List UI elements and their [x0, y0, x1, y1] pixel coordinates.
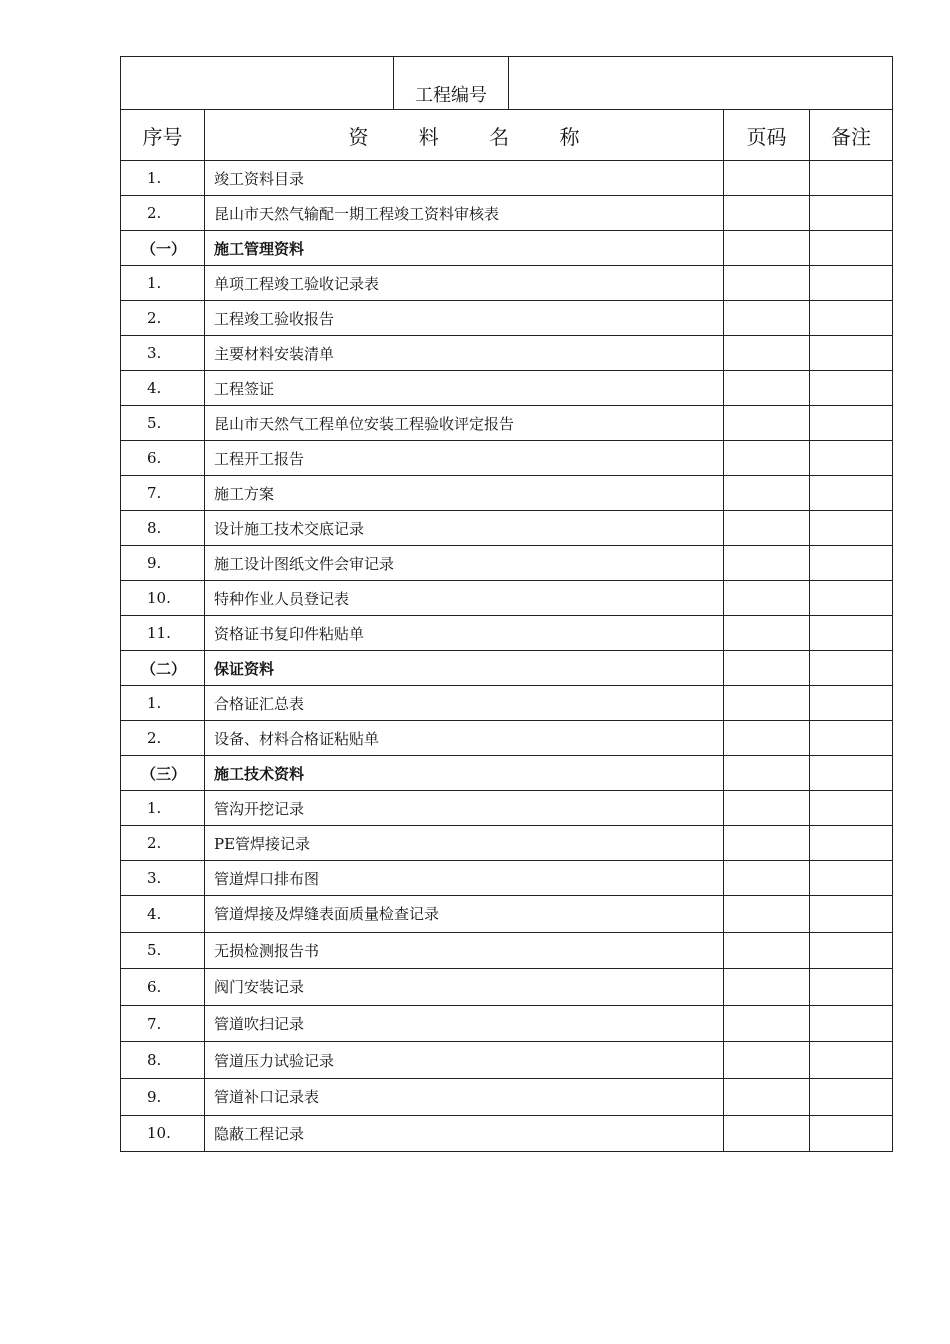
table-row: [121, 1115, 893, 1152]
header-blank-cell: [121, 57, 394, 110]
row-page: [724, 476, 810, 511]
row-remark: [810, 196, 893, 231]
row-name: 单项工程竣工验收记录表: [205, 266, 724, 301]
row-index: 1.: [121, 266, 205, 301]
section-row: [121, 231, 893, 266]
row-name: 管道焊口排布图: [205, 861, 724, 896]
table-row: [121, 932, 893, 969]
row-name: 管沟开挖记录: [205, 791, 724, 826]
row-index: 1.: [121, 686, 205, 721]
row-page: [724, 1042, 810, 1079]
row-name: 竣工资料目录: [205, 161, 724, 196]
row-remark: [810, 756, 893, 791]
row-remark: [810, 1115, 893, 1152]
row-name: 主要材料安装清单: [205, 336, 724, 371]
catalog-table: [120, 56, 893, 1152]
row-index: 11.: [121, 616, 205, 651]
row-remark: [810, 581, 893, 616]
row-index: 2.: [121, 721, 205, 756]
row-remark: [810, 686, 893, 721]
table-row: [121, 476, 893, 511]
row-index: 10.: [121, 1115, 205, 1152]
row-remark: [810, 1005, 893, 1042]
row-name: 阀门安装记录: [205, 969, 724, 1006]
row-page: [724, 371, 810, 406]
row-name: 工程开工报告: [205, 441, 724, 476]
row-name: 工程签证: [205, 371, 724, 406]
row-name: 设计施工技术交底记录: [205, 511, 724, 546]
row-index: 7.: [121, 476, 205, 511]
row-remark: [810, 651, 893, 686]
row-page: [724, 196, 810, 231]
row-page: [724, 301, 810, 336]
row-remark: [810, 932, 893, 969]
row-remark: [810, 969, 893, 1006]
row-page: [724, 756, 810, 791]
table-row: [121, 1042, 893, 1079]
table-row: [121, 161, 893, 196]
row-remark: [810, 861, 893, 896]
row-page: [724, 546, 810, 581]
row-remark: [810, 301, 893, 336]
row-index: （三）: [121, 756, 205, 791]
row-index: 8.: [121, 1042, 205, 1079]
row-name: 隐蔽工程记录: [205, 1115, 724, 1152]
table-row: [121, 791, 893, 826]
row-remark: [810, 406, 893, 441]
column-header-index: 序号: [121, 110, 205, 161]
row-page: [724, 896, 810, 933]
row-name: 工程竣工验收报告: [205, 301, 724, 336]
table-row: [121, 896, 893, 933]
row-remark: [810, 441, 893, 476]
row-name: 昆山市天然气工程单位安装工程验收评定报告: [205, 406, 724, 441]
section-row: [121, 651, 893, 686]
table-row: [121, 301, 893, 336]
table-row: [121, 406, 893, 441]
table-row: [121, 616, 893, 651]
row-index: 7.: [121, 1005, 205, 1042]
row-name: 施工管理资料: [205, 231, 724, 266]
row-name: 保证资料: [205, 651, 724, 686]
row-page: [724, 336, 810, 371]
row-index: 10.: [121, 581, 205, 616]
column-header-name: 资 料 名 称: [205, 110, 724, 161]
project-number-label: 工程编号: [394, 57, 509, 110]
row-index: （二）: [121, 651, 205, 686]
row-page: [724, 1078, 810, 1115]
row-name: 资格证书复印件粘贴单: [205, 616, 724, 651]
table-row: [121, 266, 893, 301]
row-index: 5.: [121, 406, 205, 441]
row-remark: [810, 161, 893, 196]
row-page: [724, 686, 810, 721]
row-page: [724, 266, 810, 301]
table-row: [121, 581, 893, 616]
row-name: PE管焊接记录: [205, 826, 724, 861]
row-name: 管道吹扫记录: [205, 1005, 724, 1042]
table-row: [121, 546, 893, 581]
row-remark: [810, 371, 893, 406]
row-remark: [810, 791, 893, 826]
table-row: [121, 336, 893, 371]
row-name: 昆山市天然气输配一期工程竣工资料审核表: [205, 196, 724, 231]
row-name: 施工技术资料: [205, 756, 724, 791]
row-name: 合格证汇总表: [205, 686, 724, 721]
row-index: 5.: [121, 932, 205, 969]
catalog-sheet: [120, 56, 892, 1152]
row-remark: [810, 476, 893, 511]
row-index: 8.: [121, 511, 205, 546]
row-remark: [810, 721, 893, 756]
row-index: 2.: [121, 826, 205, 861]
row-name: 施工方案: [205, 476, 724, 511]
row-page: [724, 616, 810, 651]
row-page: [724, 721, 810, 756]
table-row: [121, 196, 893, 231]
section-row: [121, 756, 893, 791]
row-index: （一）: [121, 231, 205, 266]
row-page: [724, 406, 810, 441]
row-index: 1.: [121, 161, 205, 196]
table-row: [121, 826, 893, 861]
column-header-remark: 备注: [810, 110, 893, 161]
table-row: [121, 371, 893, 406]
row-index: 9.: [121, 546, 205, 581]
row-remark: [810, 336, 893, 371]
row-page: [724, 231, 810, 266]
row-page: [724, 581, 810, 616]
row-page: [724, 161, 810, 196]
row-page: [724, 861, 810, 896]
row-remark: [810, 546, 893, 581]
row-page: [724, 1005, 810, 1042]
row-page: [724, 441, 810, 476]
row-name: 施工设计图纸文件会审记录: [205, 546, 724, 581]
table-row: [121, 441, 893, 476]
row-index: 9.: [121, 1078, 205, 1115]
table-row: [121, 511, 893, 546]
row-remark: [810, 616, 893, 651]
row-name: 管道焊接及焊缝表面质量检查记录: [205, 896, 724, 933]
column-header-row: [121, 110, 893, 161]
row-name: 特种作业人员登记表: [205, 581, 724, 616]
table-row: [121, 861, 893, 896]
row-index: 4.: [121, 896, 205, 933]
project-number-value: [509, 57, 893, 110]
row-remark: [810, 511, 893, 546]
table-row: [121, 721, 893, 756]
row-index: 2.: [121, 196, 205, 231]
column-header-page: 页码: [724, 110, 810, 161]
row-index: 3.: [121, 861, 205, 896]
row-page: [724, 932, 810, 969]
row-page: [724, 969, 810, 1006]
row-remark: [810, 231, 893, 266]
row-name: 无损检测报告书: [205, 932, 724, 969]
row-name: 管道补口记录表: [205, 1078, 724, 1115]
row-page: [724, 826, 810, 861]
row-index: 6.: [121, 969, 205, 1006]
row-index: 2.: [121, 301, 205, 336]
row-remark: [810, 266, 893, 301]
row-index: 6.: [121, 441, 205, 476]
row-remark: [810, 896, 893, 933]
row-remark: [810, 826, 893, 861]
table-row: [121, 1005, 893, 1042]
row-index: 4.: [121, 371, 205, 406]
table-row: [121, 686, 893, 721]
row-remark: [810, 1078, 893, 1115]
row-name: 设备、材料合格证粘贴单: [205, 721, 724, 756]
project-header-row: [121, 57, 893, 110]
row-page: [724, 1115, 810, 1152]
table-row: [121, 969, 893, 1006]
row-index: 3.: [121, 336, 205, 371]
row-index: 1.: [121, 791, 205, 826]
row-page: [724, 791, 810, 826]
table-row: [121, 1078, 893, 1115]
row-remark: [810, 1042, 893, 1079]
row-page: [724, 651, 810, 686]
row-page: [724, 511, 810, 546]
row-name: 管道压力试验记录: [205, 1042, 724, 1079]
